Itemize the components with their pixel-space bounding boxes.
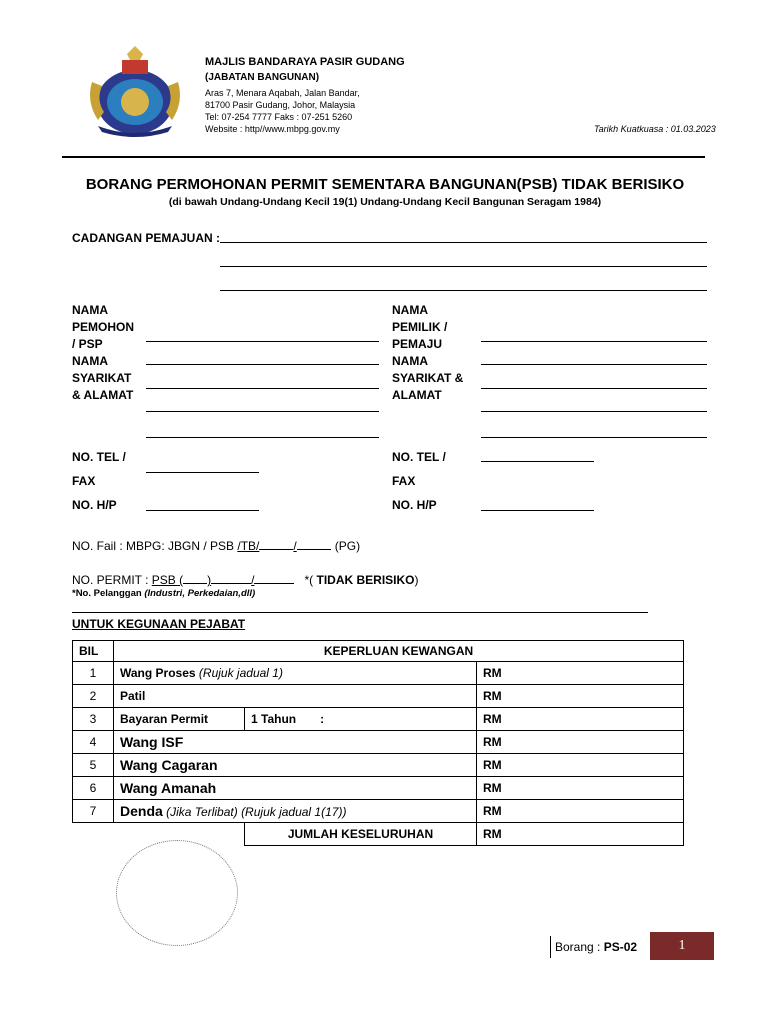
owner-label: ALAMAT — [392, 388, 442, 402]
owner-tel-field[interactable] — [481, 461, 594, 462]
row-label: Denda — [120, 803, 163, 819]
header-divider — [62, 156, 705, 158]
council-crest-logo — [80, 42, 190, 138]
table-row — [73, 708, 684, 731]
applicant-fax-label: FAX — [72, 474, 96, 488]
form-title: BORANG PERMOHONAN PERMIT SEMENTARA BANGUNAN(PSB) TIDAK BERISIKO — [85, 176, 685, 193]
applicant-label: NAMA — [72, 354, 108, 368]
permit-blank-2[interactable] — [211, 572, 251, 584]
row-label: Wang ISF — [120, 734, 184, 750]
proposal-label: CADANGAN PEMAJUAN : — [72, 231, 221, 245]
row-amount[interactable]: RM — [477, 662, 684, 685]
table-row — [73, 685, 684, 708]
permit-psb: PSB ( — [151, 573, 184, 587]
row-number: 4 — [73, 731, 114, 754]
applicant-label: SYARIKAT — [72, 371, 132, 385]
form-code-value: PS-02 — [603, 940, 638, 954]
applicant-address-line-2[interactable] — [146, 411, 379, 412]
row-amount[interactable]: RM — [477, 754, 684, 777]
owner-hp-label: NO. H/P — [392, 498, 437, 512]
applicant-label: / PSP — [72, 337, 103, 351]
proposal-line-3[interactable] — [220, 290, 707, 291]
website: Website : http//www.mbpg.gov.my — [205, 124, 340, 134]
owner-label: PEMAJU — [392, 337, 443, 351]
table-row — [73, 731, 684, 754]
file-number-suffix: (PG) — [334, 539, 361, 553]
table-row — [73, 662, 684, 685]
owner-address-line-2[interactable] — [481, 411, 707, 412]
owner-address-line-3[interactable] — [481, 437, 707, 438]
owner-label: NAMA — [392, 354, 428, 368]
permit-period: 1 Tahun — [251, 712, 297, 726]
row-item — [114, 708, 245, 731]
applicant-tel-field[interactable] — [146, 472, 259, 473]
row-amount[interactable]: RM — [477, 685, 684, 708]
row-amount[interactable]: RM — [477, 708, 684, 731]
row-note: (Rujuk jadual 1) — [198, 666, 283, 680]
row-number: 5 — [73, 754, 114, 777]
applicant-label: & ALAMAT — [72, 388, 134, 402]
customer-note — [72, 588, 255, 599]
form-code — [550, 936, 637, 958]
row-item — [114, 754, 477, 777]
permit-blank-3[interactable] — [254, 572, 294, 584]
row-item — [114, 685, 477, 708]
owner-address-line-1[interactable] — [481, 388, 707, 389]
file-number-blank-1[interactable] — [259, 538, 293, 550]
owner-name-line-2[interactable] — [481, 364, 707, 365]
org-name: MAJLIS BANDARAYA PASIR GUDANG — [205, 56, 405, 68]
permit-end: ) — [414, 573, 419, 587]
form-subtitle: (di bawah Undang-Undang Kecil 19(1) Undang-Undang Kecil Bangunan Seragam 1984) — [168, 196, 602, 208]
total-amount[interactable]: RM — [477, 823, 684, 846]
applicant-hp-label: NO. H/P — [72, 498, 117, 512]
office-divider — [72, 612, 648, 613]
file-number-slash: / — [293, 539, 297, 553]
row-label: Wang Amanah — [120, 780, 217, 796]
permit-risk: TIDAK BERISIKO — [313, 573, 415, 587]
owner-tel-label: NO. TEL / — [392, 450, 446, 464]
effective-date: Tarikh Kuatkuasa : 01.03.2023 — [594, 124, 716, 134]
row-label: Patil — [120, 689, 146, 703]
row-amount[interactable]: RM — [477, 731, 684, 754]
row-number: 6 — [73, 777, 114, 800]
customer-note-text: *No. Pelanggan — [72, 588, 145, 599]
row-period — [245, 708, 477, 731]
row-number: 7 — [73, 800, 114, 823]
customer-note-italic: (Industri, Perkedaian,dll) — [144, 588, 256, 599]
permit-blank-1[interactable] — [183, 572, 207, 584]
permit-number — [72, 572, 419, 587]
page-number-badge: 1 — [650, 932, 714, 960]
telephone-fax: Tel: 07-254 7777 Faks : 07-251 5260 — [205, 112, 353, 122]
table-row — [73, 777, 684, 800]
file-number-prefix: NO. Fail : MBPG: JBGN / PSB — [72, 539, 238, 553]
row-number: 2 — [73, 685, 114, 708]
row-label: Bayaran Permit — [120, 712, 209, 726]
row-number: 3 — [73, 708, 114, 731]
applicant-address-line-3[interactable] — [146, 437, 379, 438]
department-name: (JABATAN BANGUNAN) — [205, 72, 320, 83]
applicant-label: NAMA — [72, 303, 108, 317]
table-row — [73, 754, 684, 777]
col-bil-header: BIL — [73, 641, 114, 662]
permit-slash: / — [251, 573, 255, 587]
applicant-label: PEMOHON — [72, 320, 135, 334]
owner-label: NAMA — [392, 303, 428, 317]
permit-star: *( — [304, 573, 314, 587]
total-label: JUMLAH KESELURUHAN — [245, 823, 477, 846]
row-label: Wang Proses — [120, 666, 196, 680]
applicant-name-line-1[interactable] — [146, 341, 379, 342]
address-line-2: 81700 Pasir Gudang, Johor, Malaysia — [205, 100, 356, 110]
permit-colon: : — [320, 712, 325, 726]
blank-cell — [73, 823, 114, 846]
permit-close-paren: ) — [207, 573, 212, 587]
owner-label: SYARIKAT & — [392, 371, 464, 385]
row-label: Wang Cagaran — [120, 757, 218, 773]
owner-fax-label: FAX — [392, 474, 416, 488]
row-item — [114, 662, 477, 685]
row-item — [114, 800, 477, 823]
table-header-row — [73, 641, 684, 662]
col-requirement-header: KEPERLUAN KEWANGAN — [114, 641, 684, 662]
owner-labels — [392, 302, 463, 404]
finance-table — [72, 640, 684, 846]
applicant-address-line-1[interactable] — [146, 388, 379, 389]
row-number: 1 — [73, 662, 114, 685]
row-item — [114, 731, 477, 754]
row-note: (Jika Terlibat) — [166, 805, 238, 819]
row-item — [114, 777, 477, 800]
owner-name-line-1[interactable] — [481, 341, 707, 342]
owner-hp-field[interactable] — [481, 510, 594, 511]
applicant-tel-label: NO. TEL / — [72, 450, 126, 464]
applicant-name-line-2[interactable] — [146, 364, 379, 365]
row-amount[interactable]: RM — [477, 800, 684, 823]
form-code-label: Borang : — [555, 940, 604, 954]
applicant-labels — [72, 302, 134, 404]
applicant-hp-field[interactable] — [146, 510, 259, 511]
row-amount[interactable]: RM — [477, 777, 684, 800]
row-note-2: (Rujuk jadual 1(17)) — [241, 805, 347, 819]
table-row — [73, 800, 684, 823]
owner-label: PEMILIK / — [392, 320, 448, 334]
proposal-line-2[interactable] — [220, 266, 707, 267]
address-line-1: Aras 7, Menara Aqabah, Jalan Bandar, — [205, 88, 360, 98]
office-use-heading: UNTUK KEGUNAAN PEJABAT — [72, 617, 246, 631]
permit-number-prefix: NO. PERMIT : — [72, 573, 152, 587]
proposal-line-1[interactable] — [220, 242, 707, 243]
official-stamp-area — [116, 840, 238, 946]
file-number — [72, 538, 360, 553]
file-number-blank-2[interactable] — [297, 538, 331, 550]
file-number-mid: /TB/ — [237, 539, 260, 553]
